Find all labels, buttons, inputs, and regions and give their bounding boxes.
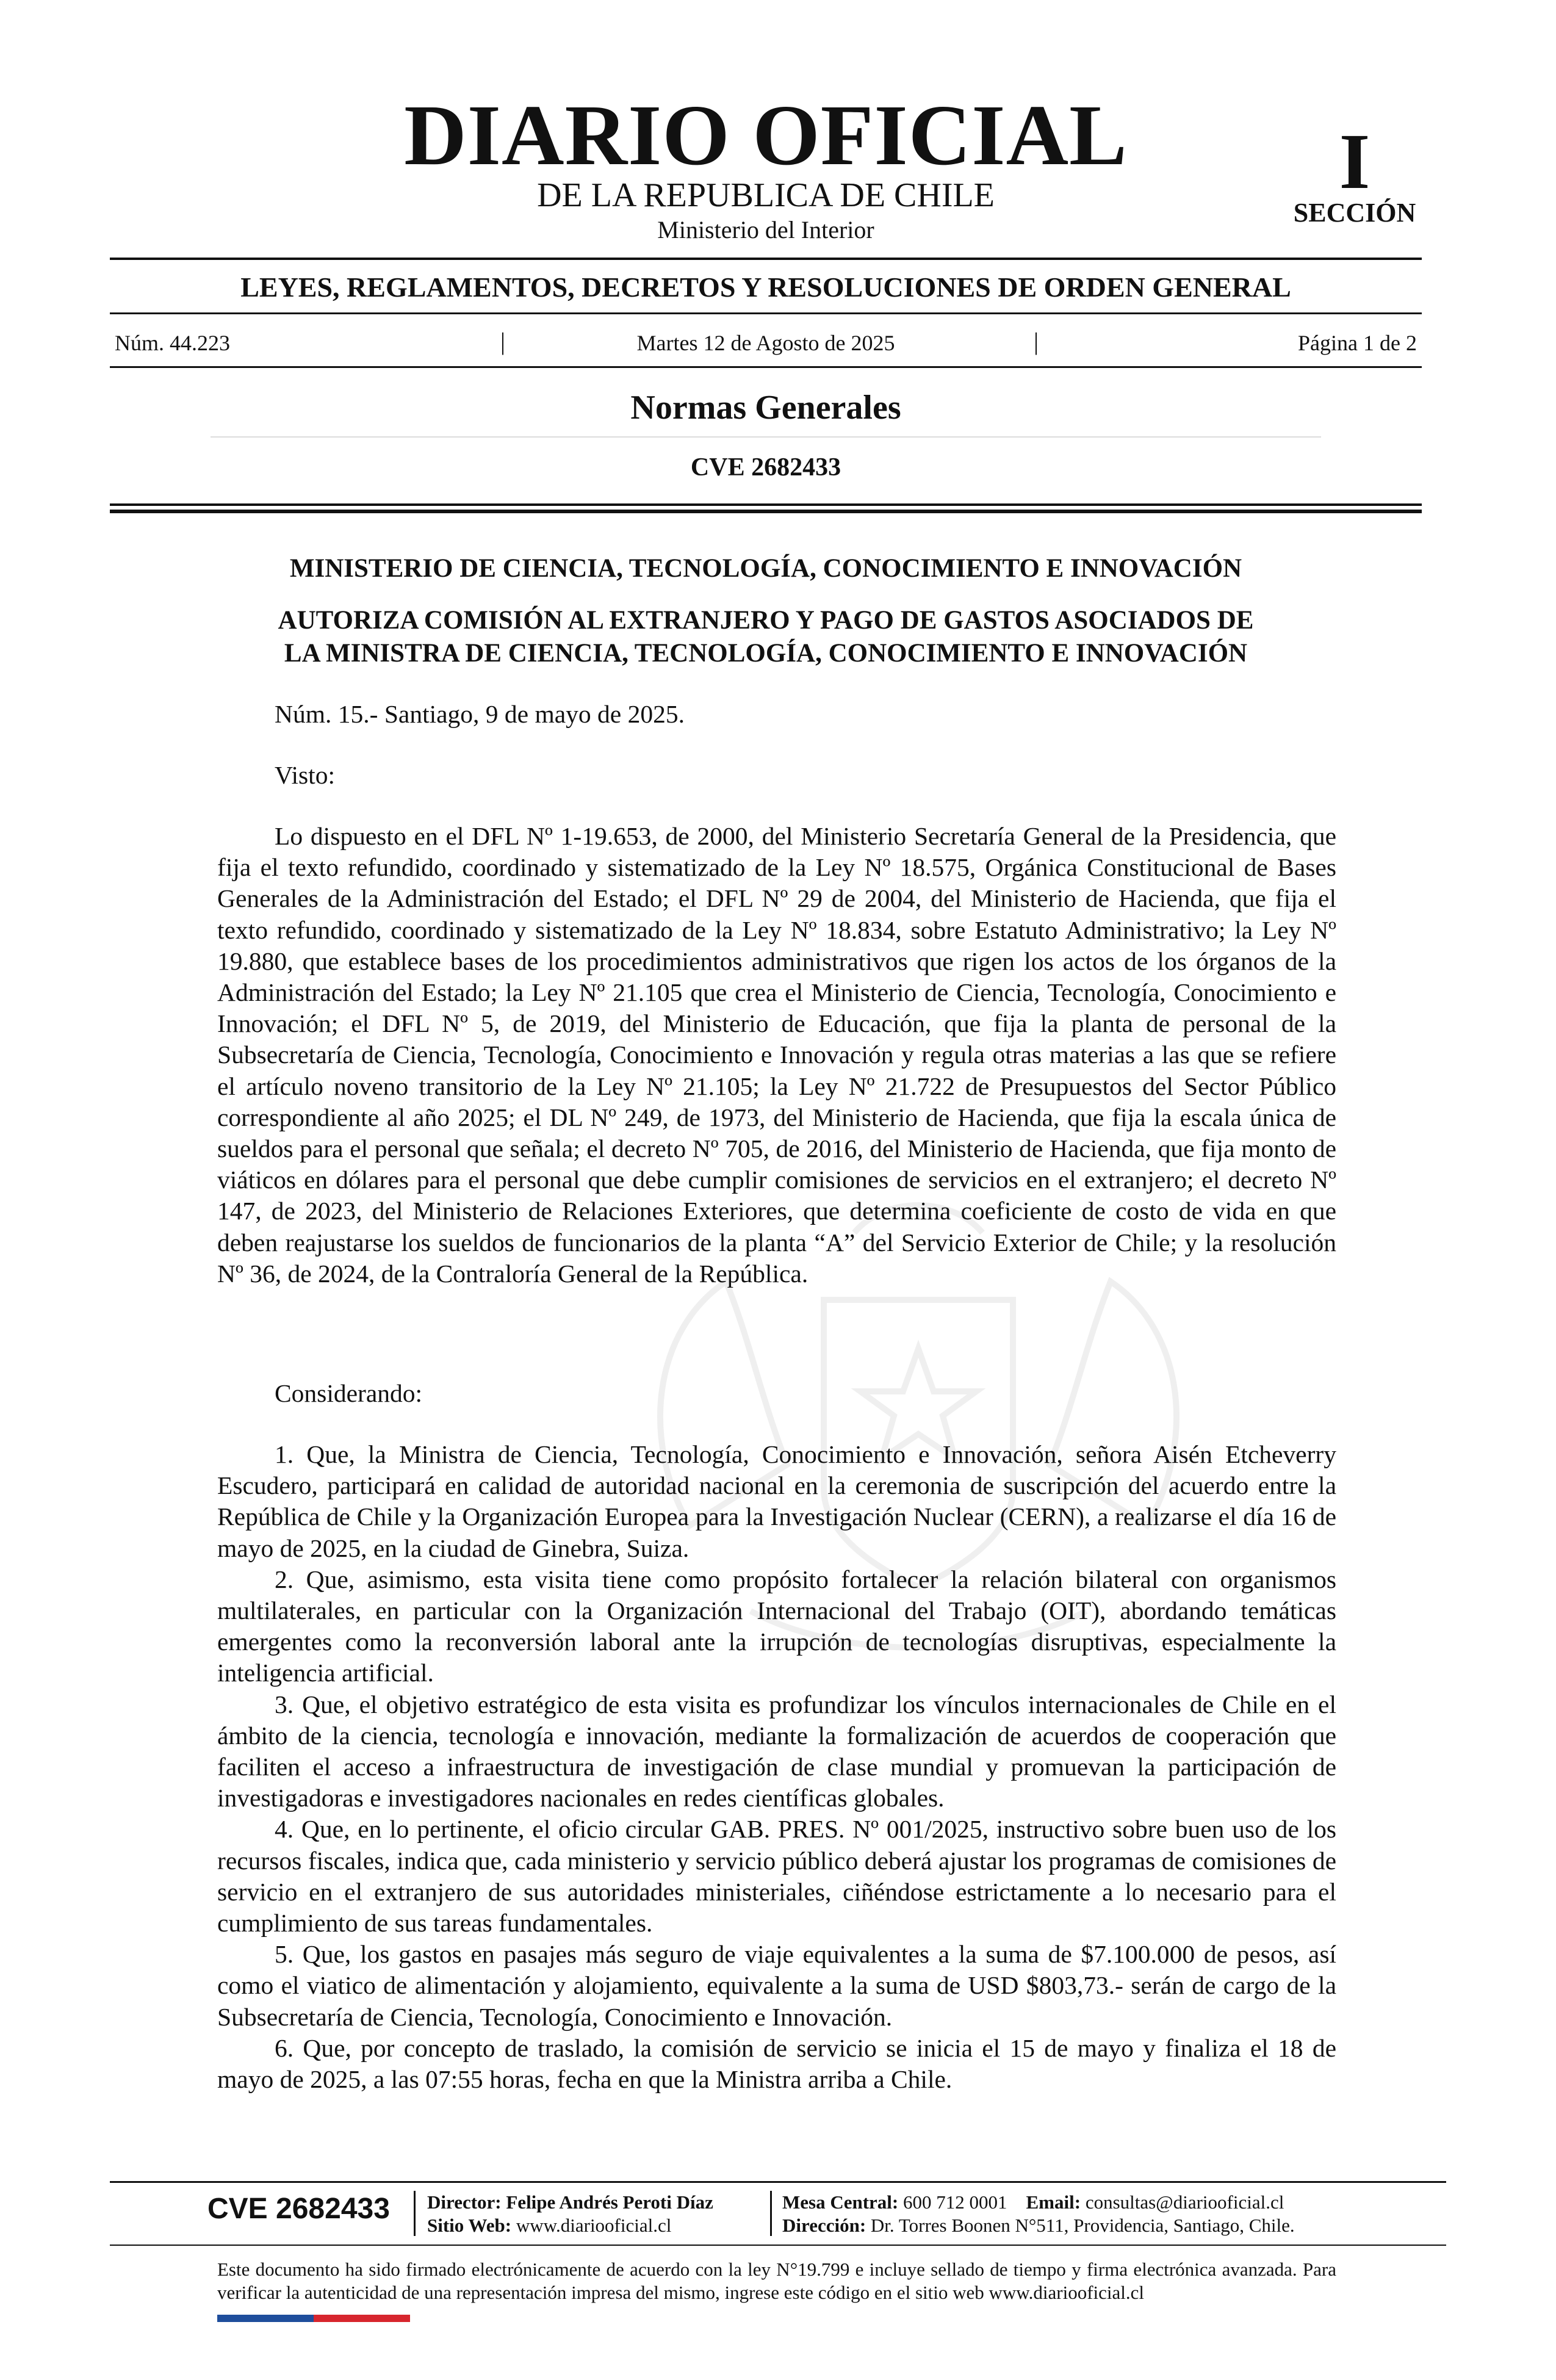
considerando-label: Considerando: [275, 1379, 423, 1407]
double-rule-top [110, 503, 1422, 506]
issue-number: Núm. 44.223 [115, 331, 230, 355]
header-band: LEYES, REGLAMENTOS, DECRETOS Y RESOLUCIONES DE ORDEN GENERAL [240, 272, 1291, 303]
flag-stripe-blue [217, 2315, 314, 2322]
info-separator: | [500, 328, 506, 355]
double-rule-bottom [110, 510, 1422, 513]
cve-code: CVE 2682433 [690, 453, 841, 481]
footer-divider [770, 2191, 772, 2236]
header-rule-bottom [110, 366, 1422, 368]
address-text: Dr. Torres Boonen N°511, Providencia, Santiago, Chile. [870, 2215, 1295, 2236]
footer-rule [110, 2181, 1446, 2183]
address-label: Dirección: [782, 2215, 866, 2236]
email-label: Email: [1026, 2191, 1081, 2213]
footer-legal-note: Este documento ha sido firmado electrónicamente de acuerdo con la ley N°19.799 e incluye sellado de tiempo y firma electrónica avanzada. Para verificar la autenticidad de una representación impresa del mismo, ingrese este código en el sitio web www.diariooficial.cl [217, 2259, 1336, 2303]
footer-contact-block [782, 2191, 1295, 2237]
newspaper-title: DIARIO OFICIAL [404, 87, 1128, 183]
decree-title-line: LA MINISTRA DE CIENCIA, TECNOLOGÍA, CONOCIMIENTO E INNOVACIÓN [284, 639, 1248, 668]
section-label: SECCIÓN [1293, 198, 1416, 228]
visto-label: Visto: [275, 761, 335, 789]
divider [211, 436, 1321, 438]
considerando-item: 5. Que, los gastos en pasajes más seguro de viaje equivalentes a la suma de $7.100.000 de pesos, así como el viatico de alimentación y alojamiento, equivalente a la suma de USD $803,73.- serán de cargo de la Subsecretaría de Ciencia, Tecnología, Conocimiento e Innovación. [217, 1940, 1336, 2031]
decree-title [110, 604, 1422, 670]
director-label: Director: [427, 2191, 502, 2213]
footer-rule [110, 2245, 1446, 2246]
decree-title-line: AUTORIZA COMISIÓN AL EXTRANJERO Y PAGO DE GASTOS ASOCIADOS DE [278, 606, 1254, 635]
considerando-item: 1. Que, la Ministra de Ciencia, Tecnología, Conocimiento e Innovación, señora Aisén Etcheverry Escudero, participará en calidad de autoridad nacional en la ceremonia de suscripción del acuerdo entre la República de Chile y la Organización Europea para la Investigación Nuclear (CERN), a realizarse el día 16 de mayo de 2025, en la ciudad de Ginebra, Suiza. [217, 1440, 1336, 1562]
email-link[interactable]: consultas@diariooficial.cl [1085, 2191, 1284, 2213]
footer-divider [414, 2191, 416, 2236]
paragraph: Lo dispuesto en el DFL Nº 1-19.653, de 2000, del Ministerio Secretaría General de la Presidencia, que fija el texto refundido, coordinado y sistematizado de la Ley Nº 18.575, Orgánica Constitucional de Bases Generales de la Administración del Estado; el DFL Nº 29 de 2004, del Ministerio de Hacienda, que fija el texto refundido, coordinado y sistematizado de la Ley Nº 18.834, sobre Estatuto Administrativo; la Ley Nº 19.880, que establece bases de los procedimientos administrativos que rigen los actos de los órganos de la Administración del Estado; la Ley Nº 21.105 que crea el Ministerio de Ciencia, Tecnología, Conocimiento e Innovación; el DFL Nº 5, de 2019, del Ministerio de Educación, que fija la planta de personal de la Subsecretaría de Ciencia, Tecnología, Conocimiento e Innovación y regula otras materias a las que se refiere el artículo noveno transitorio de la Ley Nº 21.105; la Ley Nº 21.722 de Presupuestos del Sector Público correspondiente al año 2025; el DL Nº 249, de 1973, del Ministerio de Hacienda, que fija la escala única de sueldos para el personal que señala; el decreto Nº 705, de 2016, del Ministerio de Hacienda, que fija monto de viáticos en dólares para el personal que debe cumplir comisiones de servicios en el extranjero; el decreto Nº 147, de 2023, del Ministerio de Relaciones Exteriores, que determina coeficiente de costo de vida en que deben reajustarse los sueldos de funcionarios de la planta “A” del Servicio Exterior de Chile; y la resolución Nº 36, de 2024, de la Contraloría General de la República. [217, 822, 1336, 1288]
phone-label: Mesa Central: [782, 2191, 899, 2213]
considerando-item: 6. Que, por concepto de traslado, la comisión de servicio se inicia el 15 de mayo y finaliza el 18 de mayo de 2025, a las 07:55 horas, fecha en que la Ministra arriba a Chile. [217, 2033, 1336, 2094]
norms-heading: Normas Generales [630, 389, 901, 427]
newspaper-ministry: Ministerio del Interior [657, 216, 874, 243]
phone-number: 600 712 0001 [903, 2191, 1007, 2213]
flag-stripe-red [314, 2315, 410, 2322]
ministry-heading: MINISTERIO DE CIENCIA, TECNOLOGÍA, CONOCIMIENTO E INNOVACIÓN [289, 554, 1242, 583]
website-label: Sitio Web: [427, 2215, 512, 2236]
header-rule-top [110, 258, 1422, 260]
considerandos-list [217, 1439, 1336, 2095]
page-indicator: Página 1 de 2 [1298, 331, 1417, 355]
director-name: Felipe Andrés Peroti Díaz [506, 2191, 713, 2213]
newspaper-subtitle: DE LA REPUBLICA DE CHILE [537, 176, 995, 214]
considerando-item: 2. Que, asimismo, esta visita tiene como propósito fortalecer la relación bilateral con organismos multilaterales, en particular con la Organización Internacional del Trabajo (OIT), abordando temáticas emergentes como la reconversión laboral ante la irrupción de tecnologías disruptivas, especialmente la inteligencia artificial. [217, 1565, 1336, 1687]
footer-director-block [427, 2191, 713, 2237]
website-link[interactable]: www.diariooficial.cl [516, 2215, 672, 2236]
section-number: I [1339, 118, 1371, 206]
info-separator: | [1034, 328, 1039, 355]
considerando-item: 4. Que, en lo pertinente, el oficio circular GAB. PRES. Nº 001/2025, instructivo sobre buen uso de los recursos fiscales, indica que, cada ministerio y servicio público deberá ajustar los programas de comisiones de servicio en el extranjero de sus autoridades ministeriales, ciñéndose estrictamente a lo necesario para el cumplimiento de sus tareas fundamentales. [217, 1815, 1336, 1938]
header-rule-middle [110, 312, 1422, 314]
considerando-item: 3. Que, el objetivo estratégico de esta visita es profundizar los vínculos internacionales de Chile en el ámbito de la ciencia, tecnología e innovación, mediante la formalización de acuerdos de cooperación que faciliten el acceso a infraestructura de investigación de clase mundial y promuevan la participación de investigadoras e investigadores nacionales en redes científicas globales. [217, 1690, 1336, 1812]
issue-date: Martes 12 de Agosto de 2025 [636, 331, 895, 355]
footer-cve-code: CVE 2682433 [207, 2193, 390, 2225]
visto-paragraph [217, 821, 1336, 1289]
decree-number: Núm. 15.- Santiago, 9 de mayo de 2025. [275, 700, 685, 728]
